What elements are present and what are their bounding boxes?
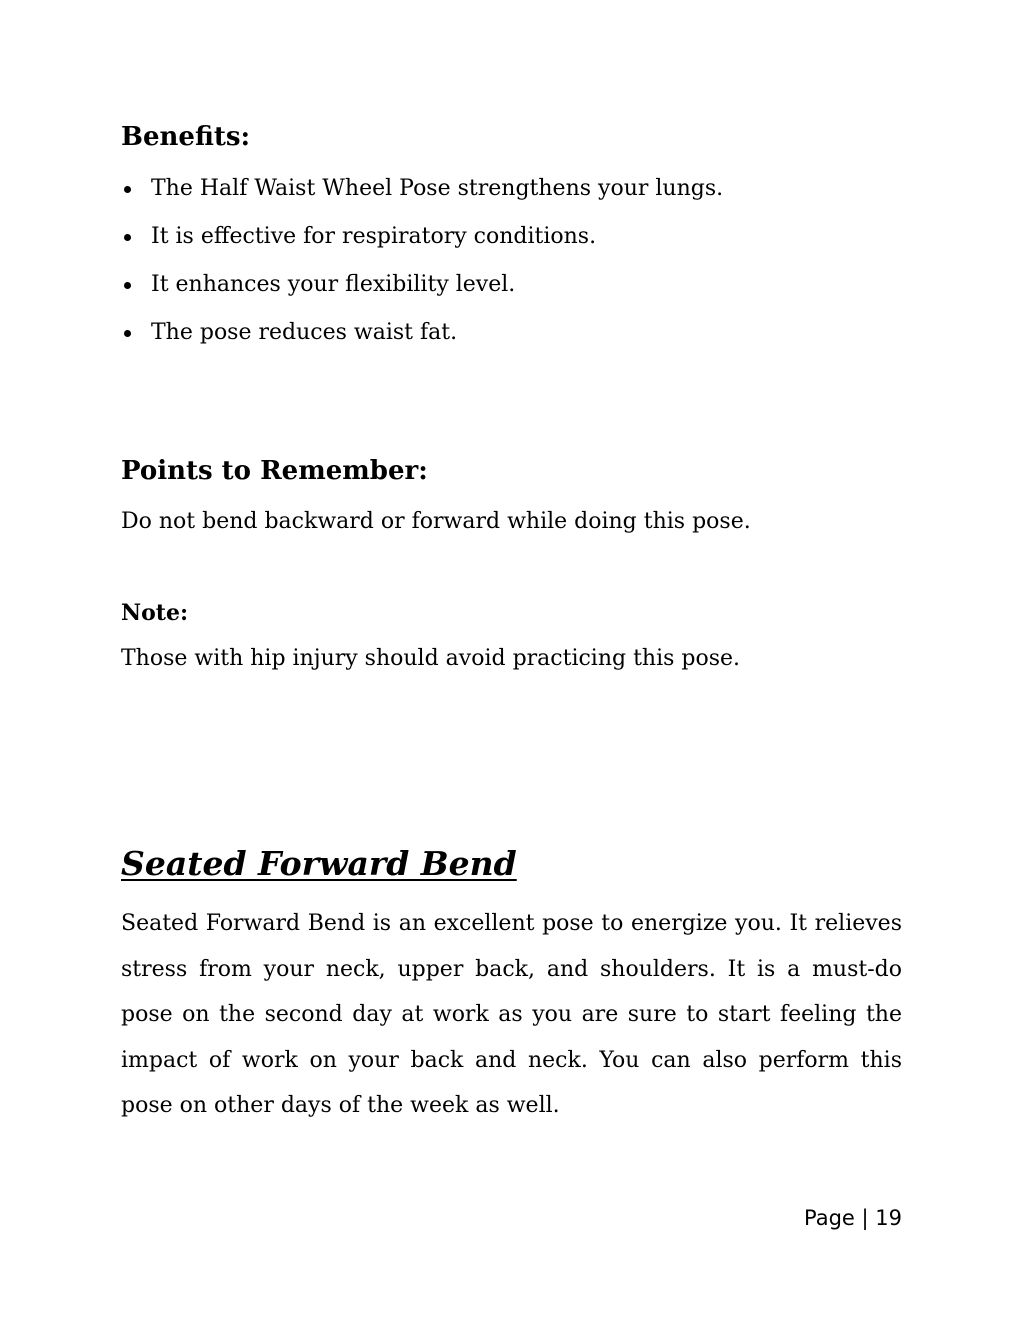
list-item-text: The Half Waist Wheel Pose strengthens your lungs.	[151, 176, 724, 201]
list-item	[121, 268, 723, 316]
list-item	[121, 220, 723, 268]
note-text: Those with hip injury should avoid practicing this pose.	[121, 646, 741, 671]
page-number: Page | 19	[804, 1206, 902, 1230]
points-to-remember-heading: Points to Remember:	[121, 456, 428, 486]
benefits-heading: Benefits:	[121, 122, 251, 152]
bullet-icon	[124, 234, 131, 241]
bullet-icon	[124, 282, 131, 289]
bullet-icon	[124, 186, 131, 193]
section-paragraph: Seated Forward Bend is an excellent pose to energize you. It relieves stress from your neck, upper back, and shoulders. It is a must-do pose on the second day at work as you are sure to start feeling the impact of work on your back and neck. You can also perform this pose on other days of the week as well.	[121, 911, 902, 1119]
list-item-text: The pose reduces waist fat.	[151, 320, 458, 345]
list-item-text: It enhances your flexibility level.	[151, 272, 516, 297]
bullet-icon	[124, 330, 131, 337]
list-item	[121, 316, 723, 364]
list-item	[121, 172, 723, 220]
points-to-remember-text: Do not bend backward or forward while doing this pose.	[121, 509, 751, 534]
note-heading: Note:	[121, 600, 189, 626]
section-title: Seated Forward Bend	[121, 844, 517, 883]
benefits-list	[121, 172, 723, 364]
list-item-text: It is effective for respiratory conditions.	[151, 224, 597, 249]
